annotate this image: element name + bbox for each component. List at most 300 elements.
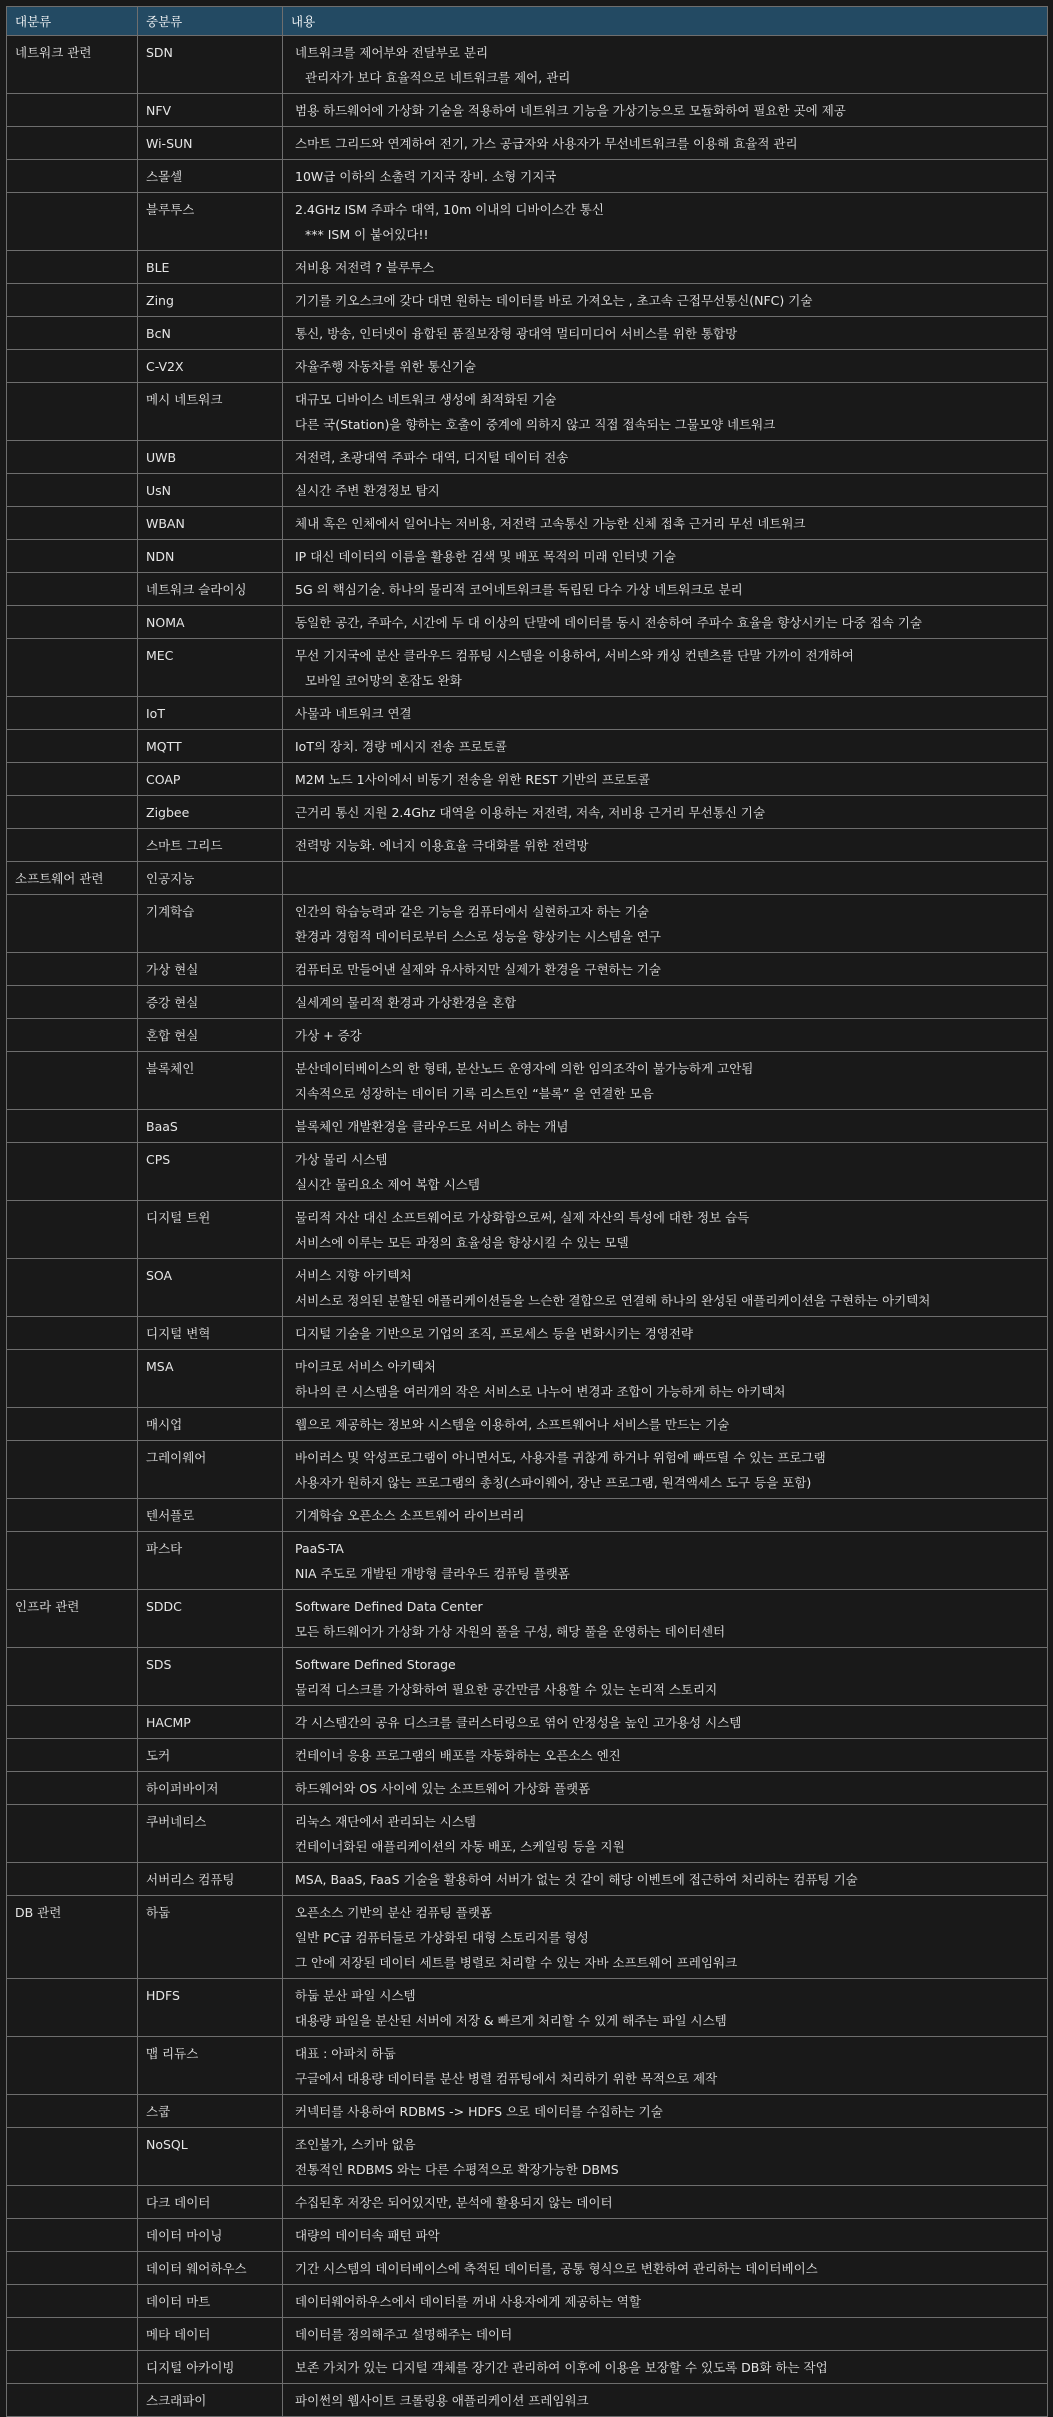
category-cell (7, 1441, 138, 1499)
category-cell (7, 507, 138, 540)
content-line: 통신, 방송, 인터넷이 융합된 품질보장형 광대역 멀티미디어 서비스를 위한 통합망 (295, 326, 738, 341)
subcategory-cell: Wi-SUN (138, 127, 283, 160)
content-cell (283, 730, 1048, 763)
table-row (7, 639, 1048, 697)
table-row (7, 284, 1048, 317)
subcategory-cell: MEC (138, 639, 283, 697)
category-cell (7, 1979, 138, 2037)
content-line: 하나의 큰 시스템을 여러개의 작은 서비스로 나누어 변경과 조합이 가능하게 하는 아키텍처 (295, 1384, 786, 1399)
content-line: MSA, BaaS, FaaS 기술을 활용하여 서버가 없는 것 같이 해당 이벤트에 접근하여 처리하는 컴퓨팅 기술 (295, 1872, 858, 1887)
category-cell (7, 1019, 138, 1052)
table-row (7, 763, 1048, 796)
subcategory-cell: UsN (138, 474, 283, 507)
content-line: 기기를 키오스크에 갖다 대면 원하는 데이터를 바로 가져오는 , 초고속 근접무선통신(NFC) 기술 (295, 293, 813, 308)
content-cell (283, 251, 1048, 284)
content-line: 웹으로 제공하는 정보와 시스템을 이용하여, 소프트웨어나 서비스를 만드는 기술 (295, 1417, 730, 1432)
content-cell (283, 160, 1048, 193)
content-line: *** ISM 이 붙어있다!! (305, 227, 429, 242)
subcategory-cell: 쿠버네티스 (138, 1805, 283, 1863)
content-line: 자율주행 자동차를 위한 통신기술 (295, 359, 476, 374)
subcategory-cell: BcN (138, 317, 283, 350)
category-cell (7, 1110, 138, 1143)
subcategory-cell: 매시업 (138, 1408, 283, 1441)
content-cell (283, 36, 1048, 94)
category-cell (7, 284, 138, 317)
table-row (7, 94, 1048, 127)
subcategory-cell: C-V2X (138, 350, 283, 383)
content-line: 범용 하드웨어에 가상화 기술을 적용하여 네트워크 기능을 가상기능으로 모듈화하여 필요한 곳에 제공 (295, 103, 846, 118)
content-cell (283, 127, 1048, 160)
category-cell (7, 1532, 138, 1590)
category-cell (7, 2318, 138, 2351)
content-line: 실시간 주변 환경정보 탐지 (295, 483, 440, 498)
category-cell (7, 441, 138, 474)
content-cell (283, 1739, 1048, 1772)
table-row (7, 193, 1048, 251)
subcategory-cell: NDN (138, 540, 283, 573)
category-cell (7, 1739, 138, 1772)
content-line: IP 대신 데이터의 이름을 활용한 검색 및 배포 목적의 미래 인터넷 기술 (295, 549, 676, 564)
content-line: 전통적인 RDBMS 와는 다른 수평적으로 확장가능한 DBMS (295, 2162, 619, 2177)
content-cell (283, 862, 1048, 895)
subcategory-cell: COAP (138, 763, 283, 796)
content-line: 실시간 물리요소 제어 복합 시스템 (295, 1177, 480, 1192)
category-cell (7, 1863, 138, 1896)
category-cell (7, 763, 138, 796)
content-line: PaaS-TA (295, 1541, 344, 1556)
table-row (7, 1143, 1048, 1201)
content-cell (283, 1805, 1048, 1863)
category-cell (7, 2219, 138, 2252)
content-line: 분산데이터베이스의 한 형태, 분산노드 운영자에 의한 임의조작이 불가능하게 고안됨 (295, 1061, 754, 1076)
content-line: 체내 혹은 인체에서 일어나는 저비용, 저전력 고속통신 가능한 신체 접촉 근거리 무선 네트워크 (295, 516, 806, 531)
content-line: 저비용 저전력 ? 블루투스 (295, 260, 435, 275)
content-cell (283, 1441, 1048, 1499)
content-line: M2M 노드 1사이에서 비동기 전송을 위한 REST 기반의 프로토콜 (295, 772, 650, 787)
table-row (7, 2252, 1048, 2285)
category-cell (7, 1648, 138, 1706)
table-row (7, 1532, 1048, 1590)
subcategory-cell: 맵 리듀스 (138, 2037, 283, 2095)
category-cell (7, 796, 138, 829)
table-row (7, 474, 1048, 507)
content-cell (283, 2252, 1048, 2285)
content-line: 대용량 파일을 분산된 서버에 저장 & 빠르게 처리할 수 있게 해주는 파일 시스템 (295, 2013, 727, 2028)
content-line (295, 866, 1039, 891)
content-cell (283, 1772, 1048, 1805)
content-line: 바이러스 및 악성프로그램이 아니면서도, 사용자를 귀찮게 하거나 위험에 빠뜨릴 수 있는 프로그램 (295, 1450, 826, 1465)
subcategory-cell: 메시 네트워크 (138, 383, 283, 441)
content-cell (283, 383, 1048, 441)
subcategory-cell: 서버리스 컴퓨팅 (138, 1863, 283, 1896)
subcategory-cell: SDN (138, 36, 283, 94)
category-cell (7, 1259, 138, 1317)
table-row (7, 1052, 1048, 1110)
subcategory-cell: 그레이웨어 (138, 1441, 283, 1499)
content-line: 다른 국(Station)을 향하는 호출이 중계에 의하지 않고 직접 접속되는 그물모양 네트워크 (295, 417, 776, 432)
content-cell (283, 1979, 1048, 2037)
table-row (7, 2285, 1048, 2318)
category-cell (7, 697, 138, 730)
content-line: 근거리 통신 지원 2.4Ghz 대역을 이용하는 저전력, 저속, 저비용 근거리 무선통신 기술 (295, 805, 766, 820)
table-row (7, 1259, 1048, 1317)
table-row (7, 796, 1048, 829)
content-cell (283, 2128, 1048, 2186)
subcategory-cell: NFV (138, 94, 283, 127)
table-row (7, 251, 1048, 284)
content-line: 대규모 디바이스 네트워크 생성에 최적화된 기술 (295, 392, 557, 407)
content-line: 10W급 이하의 소출력 기지국 장비. 소형 기지국 (295, 169, 557, 184)
table-row (7, 1805, 1048, 1863)
category-cell (7, 1408, 138, 1441)
table-row (7, 1590, 1048, 1648)
table-row (7, 1979, 1048, 2037)
content-cell (283, 986, 1048, 1019)
subcategory-cell: 디지털 트윈 (138, 1201, 283, 1259)
category-cell (7, 1706, 138, 1739)
subcategory-cell: 블록체인 (138, 1052, 283, 1110)
content-line: 보존 가치가 있는 디지털 객체를 장기간 관리하여 이후에 이용을 보장할 수 있도록 DB화 하는 작업 (295, 2360, 828, 2375)
content-line: 각 시스템간의 공유 디스크를 클러스터링으로 엮어 안정성을 높인 고가용성 시스템 (295, 1715, 742, 1730)
subcategory-cell: 스마트 그리드 (138, 829, 283, 862)
content-cell (283, 1143, 1048, 1201)
table-row (7, 1706, 1048, 1739)
content-line: 5G 의 핵심기술. 하나의 물리적 코어네트워크를 독립된 다수 가상 네트워크로 분리 (295, 582, 743, 597)
category-cell (7, 2095, 138, 2128)
table-row (7, 350, 1048, 383)
subcategory-cell: 스쿱 (138, 2095, 283, 2128)
category-cell (7, 540, 138, 573)
subcategory-cell: 다크 데이터 (138, 2186, 283, 2219)
table-row (7, 507, 1048, 540)
content-line: 저전력, 초광대역 주파수 대역, 디지털 데이터 전송 (295, 450, 569, 465)
category-cell: DB 관련 (7, 1896, 138, 1979)
content-line: 모바일 코어망의 혼잡도 완화 (305, 673, 462, 688)
category-cell (7, 606, 138, 639)
content-line: 컨테이너화된 애플리케이션의 자동 배포, 스케일링 등을 지원 (295, 1839, 625, 1854)
category-cell (7, 127, 138, 160)
content-cell (283, 1590, 1048, 1648)
content-cell (283, 1110, 1048, 1143)
table-row (7, 1019, 1048, 1052)
table-row (7, 2186, 1048, 2219)
content-cell (283, 763, 1048, 796)
header-content: 내용 (283, 7, 1048, 36)
content-line: 물리적 디스크를 가상화하여 필요한 공간만큼 사용할 수 있는 논리적 스토리지 (295, 1682, 718, 1697)
content-line: 일반 PC급 컴퓨터들로 가상화된 대형 스토리지를 형성 (295, 1930, 589, 1945)
header-row (7, 7, 1048, 36)
content-cell (283, 1019, 1048, 1052)
table-row (7, 1317, 1048, 1350)
category-cell (7, 160, 138, 193)
content-line: 블록체인 개발환경을 클라우드로 서비스 하는 개념 (295, 1119, 569, 1134)
content-line: 오픈소스 기반의 분산 컴퓨팅 플랫폼 (295, 1905, 493, 1920)
category-cell (7, 2186, 138, 2219)
table-row (7, 383, 1048, 441)
header-category: 대분류 (7, 7, 138, 36)
content-cell (283, 1532, 1048, 1590)
category-cell (7, 383, 138, 441)
table-row (7, 606, 1048, 639)
table-row (7, 540, 1048, 573)
content-cell (283, 350, 1048, 383)
table-row (7, 1863, 1048, 1896)
content-cell (283, 474, 1048, 507)
content-line: 실세계의 물리적 환경과 가상환경을 혼합 (295, 995, 517, 1010)
content-line: 컨테이너 응용 프로그램의 배포를 자동화하는 오픈소스 엔진 (295, 1748, 621, 1763)
table-row (7, 1499, 1048, 1532)
table-row (7, 862, 1048, 895)
content-cell (283, 606, 1048, 639)
content-line: 2.4GHz ISM 주파수 대역, 10m 이내의 디바이스간 통신 (295, 202, 604, 217)
category-cell (7, 829, 138, 862)
category-cell (7, 2285, 138, 2318)
subcategory-cell: 하이퍼바이저 (138, 1772, 283, 1805)
content-line: 환경과 경험적 데이터로부터 스스로 성능을 향상키는 시스템을 연구 (295, 929, 661, 944)
table-row (7, 573, 1048, 606)
table-row (7, 895, 1048, 953)
content-line: 하둡 분산 파일 시스템 (295, 1988, 416, 2003)
table-row (7, 2219, 1048, 2252)
content-line: 서비스에 이루는 모든 과정의 효율성을 향상시킬 수 있는 모델 (295, 1235, 629, 1250)
content-line: NIA 주도로 개발된 개방형 클라우드 컴퓨팅 플랫폼 (295, 1566, 570, 1581)
content-line: 모든 하드웨어가 가상화 가상 자원의 풀을 구성, 해당 풀을 운영하는 데이터센터 (295, 1624, 726, 1639)
category-cell: 네트워크 관련 (7, 36, 138, 94)
table-row (7, 829, 1048, 862)
content-line: IoT의 장치. 경량 메시지 전송 프로토콜 (295, 739, 507, 754)
content-line: 대표 : 아파치 하둡 (295, 2046, 396, 2061)
subcategory-cell: IoT (138, 697, 283, 730)
table-body (7, 36, 1048, 2417)
table-row (7, 2095, 1048, 2128)
subcategory-cell: 기계학습 (138, 895, 283, 953)
content-line: 동일한 공간, 주파수, 시간에 두 대 이상의 단말에 데이터를 동시 전송하여 주파수 효율을 향상시키는 다중 접속 기술 (295, 615, 922, 630)
content-line: 그 안에 저장된 데이터 세트를 병렬로 처리할 수 있는 자바 소프트웨어 프레임워크 (295, 1955, 738, 1970)
category-cell (7, 953, 138, 986)
subcategory-cell: 데이터 마이닝 (138, 2219, 283, 2252)
category-cell (7, 2384, 138, 2417)
content-cell (283, 94, 1048, 127)
subcategory-cell: SDDC (138, 1590, 283, 1648)
category-cell (7, 317, 138, 350)
table-row (7, 1201, 1048, 1259)
content-line: 관리자가 보다 효율적으로 네트워크를 제어, 관리 (305, 70, 571, 85)
category-cell (7, 1143, 138, 1201)
table-row (7, 127, 1048, 160)
content-cell (283, 2384, 1048, 2417)
category-cell (7, 730, 138, 763)
content-cell (283, 829, 1048, 862)
content-cell (283, 1706, 1048, 1739)
content-cell (283, 2318, 1048, 2351)
subcategory-cell: 디지털 변혁 (138, 1317, 283, 1350)
content-cell (283, 796, 1048, 829)
subcategory-cell: 디지털 아카이빙 (138, 2351, 283, 2384)
table-row (7, 160, 1048, 193)
table-row (7, 36, 1048, 94)
content-line: 데이터웨어하우스에서 데이터를 꺼내 사용자에게 제공하는 역할 (295, 2294, 641, 2309)
content-line: 스마트 그리드와 연계하여 전기, 가스 공급자와 사용자가 무선네트워크를 이용해 효율적 관리 (295, 136, 798, 151)
content-line: 가상 물리 시스템 (295, 1152, 388, 1167)
subcategory-cell: 가상 현실 (138, 953, 283, 986)
subcategory-cell: Zing (138, 284, 283, 317)
subcategory-cell: Zigbee (138, 796, 283, 829)
table-row (7, 953, 1048, 986)
subcategory-cell: SDS (138, 1648, 283, 1706)
table-row (7, 2384, 1048, 2417)
category-cell (7, 1052, 138, 1110)
table-row (7, 317, 1048, 350)
category-cell: 인프라 관련 (7, 1590, 138, 1648)
category-cell (7, 2037, 138, 2095)
subcategory-cell: BLE (138, 251, 283, 284)
content-cell (283, 697, 1048, 730)
subcategory-cell: 스몰셀 (138, 160, 283, 193)
table-row (7, 441, 1048, 474)
table-row (7, 1441, 1048, 1499)
content-line: 컴퓨터로 만들어낸 실제와 유사하지만 실제가 환경을 구현하는 기술 (295, 962, 661, 977)
content-line: 구글에서 대용량 데이터를 분산 병렬 컴퓨팅에서 처리하기 위한 목적으로 제작 (295, 2071, 718, 2086)
content-line: 조인불가, 스키마 없음 (295, 2137, 416, 2152)
table-row (7, 697, 1048, 730)
content-cell (283, 1499, 1048, 1532)
content-line: 대량의 데이터속 패턴 파악 (295, 2228, 440, 2243)
content-line: 하드웨어와 OS 사이에 있는 소프트웨어 가상화 플랫폼 (295, 1781, 591, 1796)
subcategory-cell: HDFS (138, 1979, 283, 2037)
content-cell (283, 573, 1048, 606)
content-cell (283, 2285, 1048, 2318)
category-cell (7, 895, 138, 953)
content-line: 파이썬의 웹사이트 크롤링용 애플리케이션 프레임워크 (295, 2393, 589, 2408)
content-line: 기간 시스템의 데이터베이스에 축적된 데이터를, 공통 형식으로 변환하여 관리하는 데이터베이스 (295, 2261, 818, 2276)
table-row (7, 2351, 1048, 2384)
content-line: 기계학습 오픈소스 소프트웨어 라이브러리 (295, 1508, 525, 1523)
subcategory-cell: HACMP (138, 1706, 283, 1739)
table-row (7, 986, 1048, 1019)
content-cell (283, 2219, 1048, 2252)
subcategory-cell: 데이터 웨어하우스 (138, 2252, 283, 2285)
content-cell (283, 317, 1048, 350)
content-cell (283, 540, 1048, 573)
content-cell (283, 1201, 1048, 1259)
content-line: 전력망 지능화. 에너지 이용효율 극대화를 위한 전력망 (295, 838, 589, 853)
subcategory-cell: 증강 현실 (138, 986, 283, 1019)
subcategory-cell: 파스타 (138, 1532, 283, 1590)
subcategory-cell: 스크래파이 (138, 2384, 283, 2417)
content-line: 지속적으로 성장하는 데이터 기록 리스트인 “블록” 을 연결한 모음 (295, 1086, 654, 1101)
category-cell (7, 2128, 138, 2186)
content-line: 디지털 기술을 기반으로 기업의 조직, 프로세스 등을 변화시키는 경영전략 (295, 1326, 694, 1341)
content-line: 무선 기지국에 분산 클라우드 컴퓨팅 시스템을 이용하여, 서비스와 캐싱 컨텐츠를 단말 가까이 전개하여 (295, 648, 854, 663)
subcategory-cell: 혼합 현실 (138, 1019, 283, 1052)
content-line: 커넥터를 사용하여 RDBMS -> HDFS 으로 데이터를 수집하는 기술 (295, 2104, 663, 2119)
content-cell (283, 2037, 1048, 2095)
tech-glossary-table (6, 6, 1048, 2417)
category-cell (7, 350, 138, 383)
category-cell (7, 251, 138, 284)
content-cell (283, 1350, 1048, 1408)
subcategory-cell: 도커 (138, 1739, 283, 1772)
category-cell (7, 2252, 138, 2285)
subcategory-cell: NOMA (138, 606, 283, 639)
content-line: Software Defined Storage (295, 1657, 456, 1672)
content-line: 사물과 네트워크 연결 (295, 706, 412, 721)
content-cell (283, 1648, 1048, 1706)
subcategory-cell: MQTT (138, 730, 283, 763)
content-cell (283, 507, 1048, 540)
table-row (7, 1110, 1048, 1143)
category-cell (7, 1201, 138, 1259)
content-line: 수집된후 저장은 되어있지만, 분석에 활용되지 않는 데이터 (295, 2195, 613, 2210)
content-line: 리눅스 재단에서 관리되는 시스템 (295, 1814, 476, 1829)
content-line: 네트워크를 제어부와 전달부로 분리 (295, 45, 489, 60)
category-cell (7, 1805, 138, 1863)
subcategory-cell: WBAN (138, 507, 283, 540)
table-row (7, 2318, 1048, 2351)
table-row (7, 1772, 1048, 1805)
content-line: Software Defined Data Center (295, 1599, 483, 1614)
subcategory-cell: MSA (138, 1350, 283, 1408)
content-line: 물리적 자산 대신 소프트웨어로 가상화함으로써, 실제 자산의 특성에 대한 정보 습득 (295, 1210, 750, 1225)
subcategory-cell: 블루투스 (138, 193, 283, 251)
category-cell: 소프트웨어 관련 (7, 862, 138, 895)
category-cell (7, 94, 138, 127)
subcategory-cell: CPS (138, 1143, 283, 1201)
subcategory-cell: 네트워크 슬라이싱 (138, 573, 283, 606)
content-line: 서비스 지향 아키텍처 (295, 1268, 412, 1283)
content-line: 서비스로 정의된 분할된 애플리케이션들을 느슨한 결합으로 연결해 하나의 완성된 애플리케이션을 구현하는 아키텍처 (295, 1293, 931, 1308)
content-cell (283, 2351, 1048, 2384)
subcategory-cell: 하둡 (138, 1896, 283, 1979)
content-cell (283, 1863, 1048, 1896)
subcategory-cell: 텐서플로 (138, 1499, 283, 1532)
content-line: 인간의 학습능력과 같은 기능을 컴퓨터에서 실현하고자 하는 기술 (295, 904, 649, 919)
table-row (7, 1408, 1048, 1441)
content-cell (283, 2095, 1048, 2128)
category-cell (7, 1772, 138, 1805)
content-cell (283, 284, 1048, 317)
content-cell (283, 895, 1048, 953)
content-line: 사용자가 원하지 않는 프로그램의 총칭(스파이웨어, 장난 프로그램, 원격액세스 도구 등을 포함) (295, 1475, 812, 1490)
content-cell (283, 441, 1048, 474)
subcategory-cell: SOA (138, 1259, 283, 1317)
content-cell (283, 193, 1048, 251)
content-line: 데이터를 정의해주고 설명해주는 데이터 (295, 2327, 513, 2342)
content-cell (283, 953, 1048, 986)
content-cell (283, 1896, 1048, 1979)
content-cell (283, 1259, 1048, 1317)
category-cell (7, 193, 138, 251)
table-row (7, 1739, 1048, 1772)
table-row (7, 1350, 1048, 1408)
category-cell (7, 1499, 138, 1532)
subcategory-cell: UWB (138, 441, 283, 474)
category-cell (7, 986, 138, 1019)
category-cell (7, 1350, 138, 1408)
table-row (7, 2128, 1048, 2186)
table-row (7, 1648, 1048, 1706)
subcategory-cell: 메타 데이터 (138, 2318, 283, 2351)
content-cell (283, 639, 1048, 697)
category-cell (7, 474, 138, 507)
table-row (7, 1896, 1048, 1979)
content-cell (283, 2186, 1048, 2219)
content-cell (283, 1052, 1048, 1110)
category-cell (7, 639, 138, 697)
category-cell (7, 2351, 138, 2384)
table-row (7, 2037, 1048, 2095)
subcategory-cell: 인공지능 (138, 862, 283, 895)
